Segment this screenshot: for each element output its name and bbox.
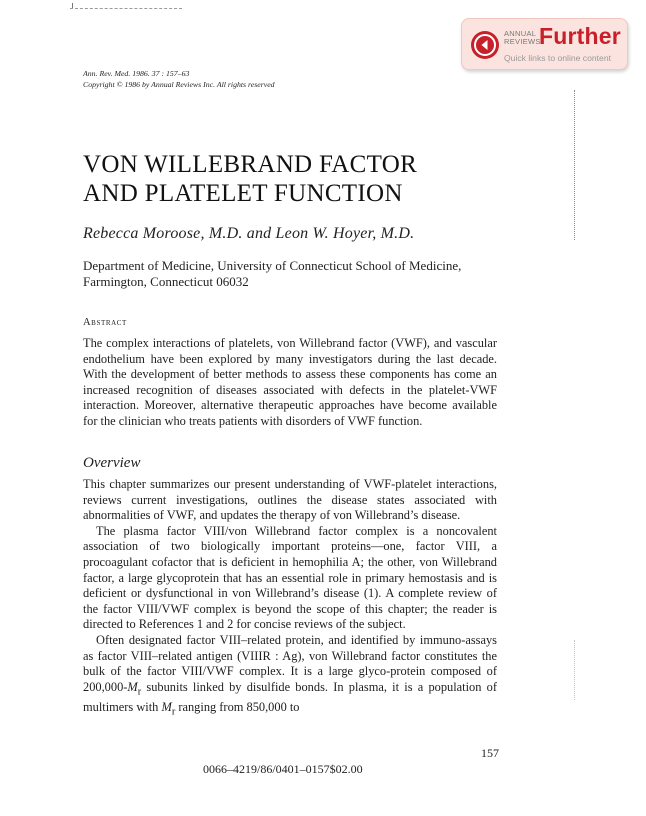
- overview-paragraph-1: This chapter summarizes our present understanding of VWF-platelet interactions, reviews current investigations, outlines the disease states associated with abnormalities of VWF, and updates the therapy of von Willebrand’s disease.: [83, 477, 497, 523]
- overview-paragraph-3: Often designated factor VIII–related protein, and identified by immuno-assays as factor VIII–related antigen (VIIIR : Ag), von Willebrand factor constitutes the bulk of the factor VIII/VWF complex. It is a large glyco-protein composed of $200,000-M_r$ subunits linked by disulfide bonds. In plasma, it is a population of multimers with $M_r$ ranging from 850,000 to: [83, 632, 497, 718]
- affiliation-line-2: Farmington, Connecticut 06032: [83, 274, 249, 289]
- abstract-heading: Abstract: [83, 317, 127, 328]
- abstract-body: [83, 336, 497, 430]
- affiliation-line-1: Department of Medicine, University of Connecticut School of Medicine,: [83, 258, 462, 273]
- article-title: [83, 150, 417, 208]
- further-subtitle: Quick links to online content: [504, 53, 612, 63]
- annual-reviews-logo: ANNUAL REVIEWS: [504, 29, 541, 46]
- affiliation: [83, 258, 513, 290]
- scan-line-right: [574, 90, 575, 240]
- overview-heading: Overview: [83, 455, 141, 471]
- page-number: 157: [481, 746, 499, 760]
- scan-line-top: [70, 8, 182, 9]
- copyright-line: Copyright © 1986 by Annual Reviews Inc. All rights reserved: [83, 80, 275, 89]
- scan-line-right-lower: [574, 640, 575, 700]
- title-line-2: AND PLATELET FUNCTION: [83, 180, 403, 207]
- citation-line-1: Ann. Rev. Med. 1986. 37 : 157–63: [83, 69, 190, 78]
- further-badge[interactable]: [461, 18, 628, 70]
- play-back-icon: [471, 31, 499, 59]
- overview-body: [83, 477, 497, 720]
- abstract-paragraph: The complex interactions of platelets, von Willebrand factor (VWF), and vascular endothelium have been explored by many investigators during the last decade. With the development of better methods to assess these components has come an increased recognition of diseases associated with defects in the platelet-VWF interaction. Moreover, alternative therapeutic approaches have become available for the clinician who treats patients with disorders of VWF function.: [83, 336, 497, 428]
- title-line-1: VON WILLEBRAND FACTOR: [83, 151, 418, 178]
- further-label: Further: [539, 23, 621, 49]
- journal-citation: [83, 68, 275, 90]
- authors: Rebecca Moroose, M.D. and Leon W. Hoyer, M.D.: [83, 225, 415, 242]
- overview-paragraph-2: The plasma factor VIII/von Willebrand factor complex is a noncovalent association of two biologically important proteins—one, factor VIII, a procoagulant cofactor that is deficient in hemophilia A; the other, von Willebrand factor, a large glycoprotein that has an essential role in primary hemostasis and is deficient or dysfunctional in von Willebrand’s disease (1). A complete review of the factor VIII/VWF complex is beyond the scope of this chapter; the reader is directed to References 1 and 2 for concise reviews of the subject.: [83, 523, 497, 632]
- footer-code: 0066–4219/86/0401–0157$02.00: [203, 762, 363, 776]
